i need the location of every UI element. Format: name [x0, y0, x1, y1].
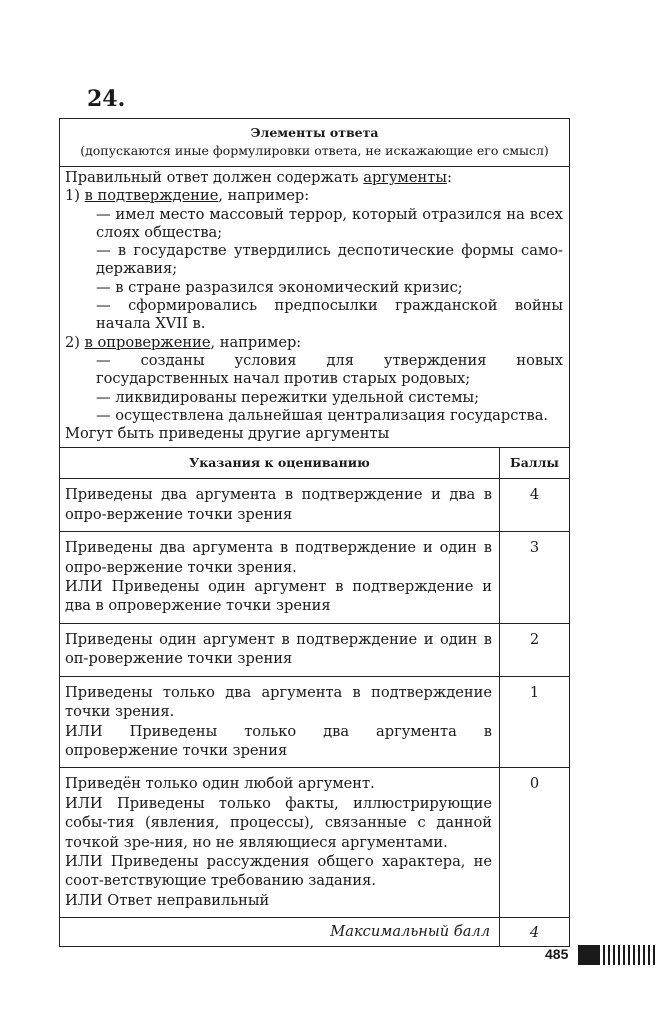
grading-row	[60, 768, 570, 918]
criteria-cell: Приведены два аргумента в подтверждение и два в опро-вержение точки зрения	[60, 479, 500, 532]
criteria-header: Указания к оцениванию	[60, 448, 500, 479]
elements-header	[60, 119, 570, 167]
points-cell: 2	[500, 623, 570, 676]
criteria-cell: Приведены один аргумент в подтверждение и один в оп-ровержение точки зрения	[60, 623, 500, 676]
confirm-item: — сформировались предпосылки гражданской войны начала XVII в.	[96, 297, 563, 333]
refute-item: — созданы условия для утверждения новых государственных начал против старых родовых;	[96, 351, 563, 388]
page-edge-marker	[578, 945, 658, 965]
confirm-item: — в государстве утвердились деспотические формы само-державия;	[96, 242, 563, 278]
max-score-label: Максимальный балл	[60, 918, 500, 947]
answer-closing: Могут быть приведены другие аргументы	[65, 425, 390, 443]
confirm-item: — имел место массовый террор, который отразился на всех слоях общества;	[96, 205, 563, 241]
confirm-item: — в стране разразился экономический кризис;	[96, 278, 463, 296]
points-cell: 0	[500, 768, 570, 918]
answer-elements	[60, 167, 570, 448]
grading-row	[60, 532, 570, 624]
answer-intro: Правильный ответ должен содержать аргументы:	[65, 169, 452, 186]
refute-item: — осуществлена дальнейшая централизация государства.	[96, 406, 549, 424]
refute-item: — ликвидированы пережитки удельной системы;	[96, 388, 480, 406]
elements-header-title: Элементы ответа	[250, 125, 379, 140]
grading-row	[60, 676, 570, 768]
points-cell: 4	[500, 479, 570, 532]
question-number: 24.	[87, 86, 126, 112]
grading-row	[60, 623, 570, 676]
section-confirm: 1) в подтверждение, например:	[65, 187, 310, 205]
grading-row	[60, 479, 570, 532]
criteria-cell: Приведён только один любой аргумент. ИЛИ Приведены только факты, иллюстрирующие собы-тия (явления, процессы), связанные с данной точкой зре-ния, но не являющиеся аргументами. ИЛИ Приведены рассуждения общего характера, не соот-ветствующие требованию задания. ИЛИ Ответ неправильный	[60, 768, 500, 918]
criteria-cell: Приведены два аргумента в подтверждение и один в опро-вержение точки зрения. ИЛИ Приведены один аргумент в подтверждение и два в опровержение точки зрения	[60, 532, 500, 624]
answer-table	[59, 118, 570, 947]
max-score-value: 4	[500, 918, 570, 947]
points-cell: 1	[500, 676, 570, 768]
criteria-cell: Приведены только два аргумента в подтверждение точки зрения. ИЛИ Приведены только два аргумента в опровержение точки зрения	[60, 676, 500, 768]
points-header: Баллы	[500, 448, 570, 479]
elements-header-subtitle: (допускаются иные формулировки ответа, не искажающие его смысл)	[80, 143, 549, 158]
points-cell: 3	[500, 532, 570, 624]
page-number: 485	[545, 946, 569, 962]
section-refute: 2) в опровержение, например:	[65, 333, 302, 351]
